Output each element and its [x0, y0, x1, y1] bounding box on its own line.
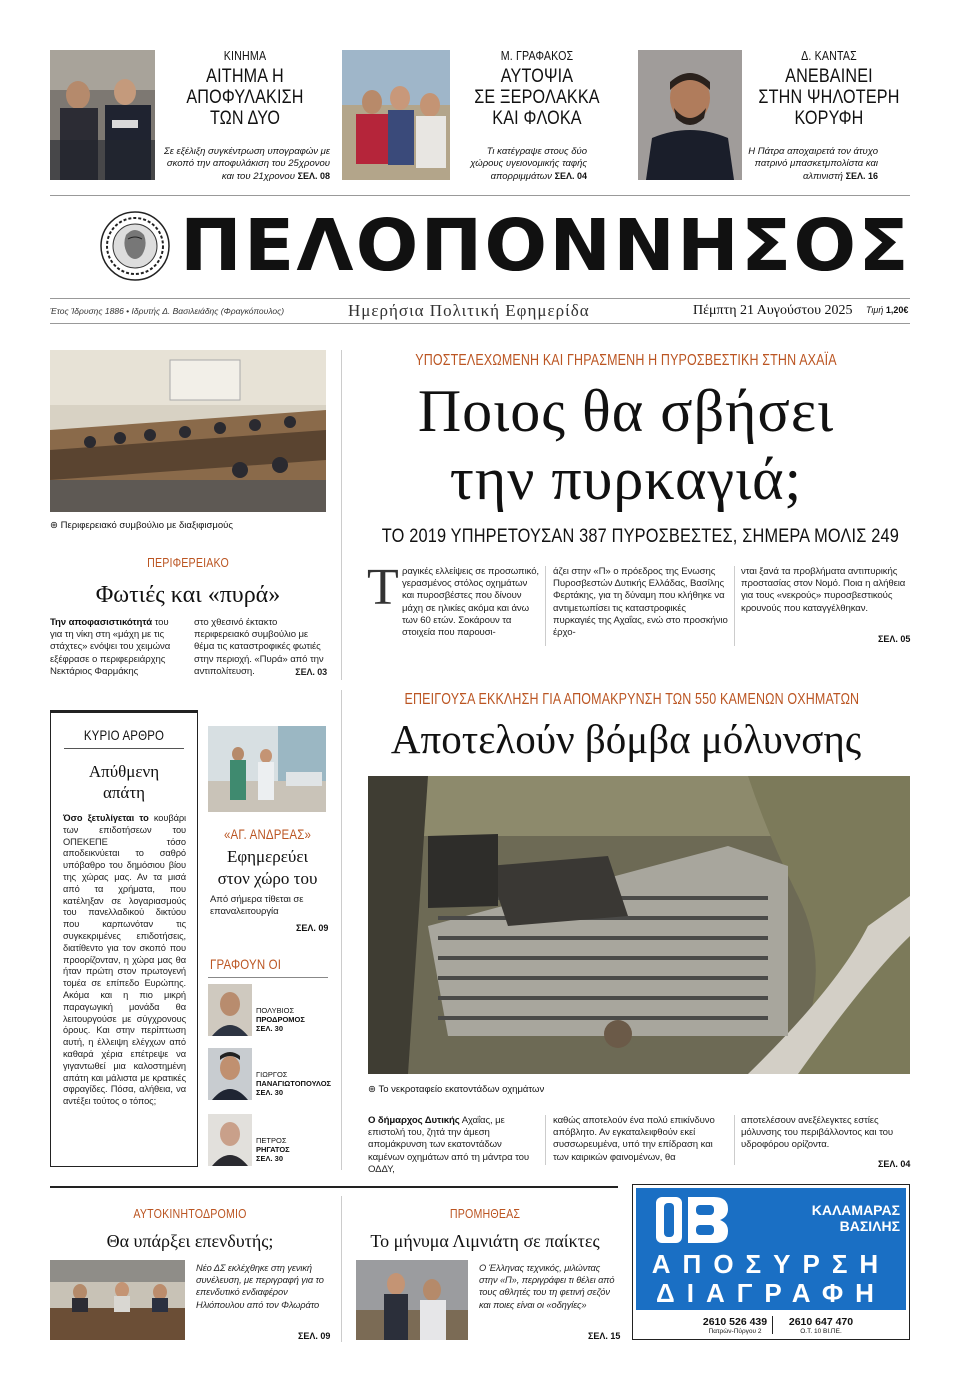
teaser-desc: Σε εξέλιξη συγκέντρωση υπογραφών με σκοπό την αποφυλάκιση του 25χρονου και του 21χρονου	[164, 146, 330, 182]
teaser-photo-inspection	[342, 50, 450, 180]
divider	[208, 977, 328, 978]
masthead-tagline: Ημερήσια Πολιτική Εφημερίδα	[348, 301, 590, 320]
lead-headline: την πυρκαγιά;	[449, 446, 803, 512]
hospital-photo	[208, 726, 326, 812]
lead-text: νται ξανά τα προβλήματα αντιπυρικής προστασίας στον Νομό. Ποια η αλήθεια για τους «νεκρούς» πυροσβεστικούς κρουνούς που καταγγέλθηκαν.	[741, 566, 906, 614]
kb-logo-icon	[652, 1195, 732, 1245]
ad-name: ΒΑΣΙΛΗΣ	[839, 1218, 900, 1234]
lead-kicker: ΥΠΟΣΤΕΛΕΧΩΜΕΝΗ ΚΑΙ ΓΗΡΑΣΜΕΝΗ Η ΠΥΡΟΣΒΕΣΤΙΚΗ ΣΤΗΝ ΑΧΑΪΑ	[415, 352, 837, 369]
teaser-kicker: Μ. ΓΡΑΦΑΚΟΣ	[500, 48, 574, 63]
camera-icon: ⊛	[50, 520, 58, 531]
teaser-desc: Τι κατέγραψε στους δύο χώρους υγειονομικής ταφής απορριμμάτων	[470, 146, 587, 182]
divider	[734, 1115, 735, 1165]
writer-portrait	[208, 984, 252, 1036]
teaser-photo-climber	[638, 50, 742, 180]
hospital-headline: στον χώρο του	[217, 869, 318, 888]
teaser-headline: ΑΠΟΦΥΛΑΚΙΣΗ	[186, 87, 304, 108]
divider	[772, 1316, 773, 1334]
regional-headline: Φωτιές και «πυρά»	[95, 582, 281, 608]
masthead-date: Πέμπτη 21 Αυγούστου 2025	[693, 303, 853, 318]
page-ref: ΣΕΛ. 09	[296, 923, 329, 933]
ad-address: Ο.Τ. 10 ΒΙ.ΠΕ.	[800, 1328, 842, 1335]
ad-headline: ΑΠΟΣΥΡΣΗ	[651, 1249, 891, 1279]
racetrack-photo	[50, 1260, 185, 1340]
editorial-headline: Απύθμενη	[88, 762, 160, 781]
teaser-headline: ΚΑΙ ΦΛΟΚΑ	[492, 108, 582, 129]
teaser-photo-arrest	[50, 50, 155, 180]
portrait-photo	[208, 984, 252, 1036]
hospital-headline: Εφημερεύει	[226, 847, 309, 866]
divider	[341, 1196, 342, 1342]
regional-text: στο χθεσινό έκτακτο περιφερειακό συμβούλιο με θέμα τις καταστροφικές φωτιές στην περιοχή. «Πυρά» από την αντιπολίτευση.	[194, 617, 324, 677]
lead-headline: Ποιος θα σβήσει	[417, 378, 835, 444]
photo-caption: Το νεκροταφείο εκατοντάδων οχημάτων	[378, 1084, 545, 1095]
inspection-photo	[342, 50, 450, 180]
vehicles-text: καθώς αποτελούν ένα πολύ επικίνδυνο απόβλητο. Αν εγκαταλειφθούν εκεί συσσωρευμένα, υπό την επίδραση και των καιρικών φαινομένων, θα	[553, 1115, 715, 1163]
divider	[50, 323, 910, 324]
ad-phone[interactable]: 2610 526 439	[702, 1316, 768, 1328]
bottom-desc: Νέο ΔΣ εκλέχθηκε στη γενική συνέλευση, με περιγραφή για το επενδυτικό ενδιαφέρον Ηλιόπουλου από τον Φλωράτο	[196, 1263, 324, 1310]
page-ref: ΣΕΛ. 15	[588, 1331, 621, 1341]
bottom-headline: Θα υπάρξει επενδυτής;	[106, 1231, 274, 1251]
page-ref: ΣΕΛ. 30	[256, 1154, 284, 1163]
teaser-headline: ΑΙΤΗΜΑ Η	[206, 66, 284, 87]
writer-portrait	[208, 1114, 252, 1166]
writer-first: ΠΕΤΡΟΣ	[256, 1136, 287, 1145]
coach-photo	[356, 1260, 468, 1340]
portrait-photo	[208, 1114, 252, 1166]
regional-kicker: ΠΕΡΙΦΕΡΕΙΑΚΟ	[147, 555, 229, 570]
coach-players-photo	[356, 1260, 468, 1340]
hospital-desc: Από σήμερα τίθεται σε επαναλειτουργία	[210, 894, 304, 918]
vehicles-text: Αχαΐας, με επιστολή του, ζητά την άμεση απομάκρυνση των εκατοντάδων καμένων οχημάτων από τη μάντρα του ΟΔΔΥ,	[368, 1115, 530, 1175]
writer-last: ΠΑΝΑΓΙΩΤΟΠΟΥΛΟΣ	[256, 1079, 332, 1088]
teaser-headline: ΑΝΕΒΑΙΝΕΙ	[785, 66, 873, 87]
teaser-desc: Η Πάτρα αποχαιρετά τον άτυχο πατρινό μπασκετμπολίστα και αλπινιστή	[748, 146, 878, 182]
hospital-corridor-photo	[208, 726, 326, 812]
page-ref: ΣΕΛ. 08	[297, 171, 330, 181]
council-photo	[50, 350, 326, 512]
teaser-headline: ΣΕ ΞΕΡΟΛΑΚΚΑ	[474, 87, 600, 108]
masthead-founded: Έτος Ίδρυσης 1886 • Ιδρυτής Δ. Βασιλειάδης (Φραγκόπουλος)	[50, 306, 285, 316]
ad-address: Πατρών-Πύργου 2	[708, 1328, 762, 1335]
divider	[50, 1186, 618, 1188]
bottom-headline: Το μήνυμα Λιμνιάτη σε παίκτες	[370, 1231, 600, 1251]
hospital-kicker: «ΑΓ. ΑΝΔΡΕΑΣ»	[223, 826, 312, 842]
lead-subhead: ΤΟ 2019 ΥΠΗΡΕΤΟΥΣΑΝ 387 ΠΥΡΟΣΒΕΣΤΕΣ, ΣΗΜΕΡΑ ΜΟΛΙΣ 249	[381, 526, 899, 547]
teaser-headline: ΑΥΤΟΨΙΑ	[500, 66, 574, 87]
bottom-kicker: ΠΡΟΜΗΘΕΑΣ	[449, 1206, 521, 1221]
emblem-icon	[100, 211, 170, 281]
editorial-text: κουβάρι των επιδοτήσεων του ΟΠΕΚΕΠΕ τόσο αποδεικνύεται το σαθρό υπόβαθρο του δημόσιου βίου της χώρας μας. Αν τα μισά από τα χρήματα, που κατέληξαν σε λογαριασμούς του πανελλαδικού δικτύου που καρπωνόταν τις συγκεκριμένες επιδοτήσεις, διατίθεντο για τον σκοπό που προορίζονταν, η χώρα μας θα ήταν πρώτη στον πρωτογενή τομέα σε επίπεδο Ευρώπης. Ακόμα και η πιο μικρή παραγωγική μονάδα θα λειτουργούσε με σύγχρονους όρους. Και στην περίπτωση αυτή, η έλλειψη ελέγχων από καθαρά χέρια επέτρεψε να γιγαντωθεί μια καλοστημένη απάτη και μάλιστα με κρατικές σφραγίδες. Πόσα, αλήθεια, να αντέξει τούτος ο τόπος;	[63, 813, 186, 1107]
lead-text: ραγικές ελλείψεις σε προσωπικό, γερασμένος στόλος οχημάτων και πυροσβέστες που δίνουν μάχη σε ηλικίες ακόμα και άνω των 60 ετών. Σοκάρουν τα στοιχεία που παρουσι-	[402, 566, 539, 639]
burnt-cars-lot-photo	[368, 776, 910, 1074]
portrait-photo	[208, 1048, 252, 1100]
bottom-kicker: ΑΥΤΟΚΙΝΗΤΟΔΡΟΜΙΟ	[133, 1206, 247, 1221]
vehicles-lead: Ο δήμαρχος Δυτικής	[368, 1115, 460, 1126]
ad-headline: ΔΙΑΓΡΑΦΗ	[656, 1278, 886, 1308]
page-ref: ΣΕΛ. 16	[845, 171, 878, 181]
writer-portrait	[208, 1048, 252, 1100]
lead-text: άζει στην «Π» ο πρόεδρος της Ενωσης Πυροσβεστών Δυτικής Ελλάδας, Βασίλης Φερτάκης, για τη δύναμη που κλήθηκε να αντιμετωπίσει τις καταστροφικές πυρκαγιές της Αχαΐας, ενώ στο προσκήνιο έρχο-	[553, 566, 728, 639]
masthead-title: ΠΕΛΟΠΟΝΝΗΣΟΣ	[180, 204, 911, 287]
page-ref: ΣΕΛ. 05	[878, 634, 911, 644]
bottom-desc: Ο Έλληνας τεχνικός, μιλώντας στην «Π», περιγράφει τι θέλει από τους αθλητές του τη φετινή σεζόν και ποιες είναι οι «οδηγίες»	[479, 1263, 615, 1310]
writers-label: ΓΡΑΦΟΥΝ ΟΙ	[210, 956, 282, 972]
page-ref: ΣΕΛ. 03	[295, 666, 327, 677]
page-ref: ΣΕΛ. 30	[256, 1088, 284, 1097]
price-label: Τιμή	[866, 305, 884, 315]
police-photo	[50, 50, 155, 180]
regional-lead: Την αποφασιστικότητά	[50, 617, 153, 628]
writer-first: ΠΟΛΥΒΙΟΣ	[256, 1006, 295, 1015]
teaser-headline: ΣΤΗΝ ΨΗΛΟΤΕΡΗ	[758, 87, 900, 108]
writer-last: ΡΗΓΑΤΟΣ	[256, 1145, 290, 1154]
teaser-headline: ΚΟΡΥΦΗ	[794, 108, 864, 129]
teaser-kicker: Δ. ΚΑΝΤΑΣ	[801, 48, 857, 63]
divider	[545, 566, 546, 646]
photo-caption: Περιφερειακό συμβούλιο με διαξιφισμούς	[60, 520, 233, 531]
dropcap: Τ	[367, 559, 399, 616]
divider	[545, 1115, 546, 1165]
ad-name: ΚΑΛΑΜΑΡΑΣ	[811, 1202, 900, 1218]
page-ref: ΣΕΛ. 04	[554, 171, 587, 181]
price: 1,20€	[885, 305, 909, 315]
climber-photo	[638, 50, 742, 180]
masthead-emblem	[100, 211, 170, 281]
camera-icon: ⊛	[368, 1084, 376, 1095]
vehicles-kicker: ΕΠΕΙΓΟΥΣΑ ΕΚΚΛΗΣΗ ΓΙΑ ΑΠΟΜΑΚΡΥΝΣΗ ΤΩΝ 550 ΚΑΜΕΝΩΝ ΟΧΗΜΑΤΩΝ	[404, 691, 860, 708]
divider	[50, 195, 910, 196]
vehicles-headline: Αποτελούν βόμβα μόλυνσης	[390, 716, 862, 762]
teaser-kicker: ΚΙΝΗΜΑ	[223, 48, 267, 63]
page-ref: ΣΕΛ. 04	[878, 1159, 911, 1169]
ad-phone[interactable]: 2610 647 470	[788, 1316, 854, 1328]
page-ref: ΣΕΛ. 30	[256, 1024, 284, 1033]
editorial-lead: Όσο ξετυλίγεται το	[63, 813, 149, 823]
editorial-label: ΚΥΡΙΟ ΑΡΘΡΟ	[83, 727, 165, 743]
writer-last: ΠΡΟΔΡΟΜΟΣ	[256, 1015, 305, 1024]
meeting-photo	[50, 1260, 185, 1340]
writer-first: ΓΙΩΡΓΟΣ	[256, 1070, 288, 1079]
regional-text: του για τη νίκη στη «μάχη με τις στάχτες» ενόψει του χειμώνα εξέφρασε ο περιφερειάρχης Νεκτάριος Φαρμάκης	[50, 617, 171, 677]
vehicles-text: αποτελέσουν ανεξέλεγκτες εστίες μόλυνσης του περιβάλλοντος και του υδροφόρου ορίζοντα.	[741, 1115, 894, 1151]
ad-logo-icon	[652, 1195, 732, 1245]
divider	[50, 298, 910, 299]
divider	[734, 566, 735, 646]
page-ref: ΣΕΛ. 09	[298, 1331, 331, 1341]
editorial-headline: απάτη	[102, 783, 146, 802]
teaser-headline: ΤΩΝ ΔΥΟ	[209, 108, 281, 129]
divider	[64, 748, 184, 749]
vehicles-aerial-photo	[368, 776, 910, 1074]
council-room-photo	[50, 350, 326, 512]
